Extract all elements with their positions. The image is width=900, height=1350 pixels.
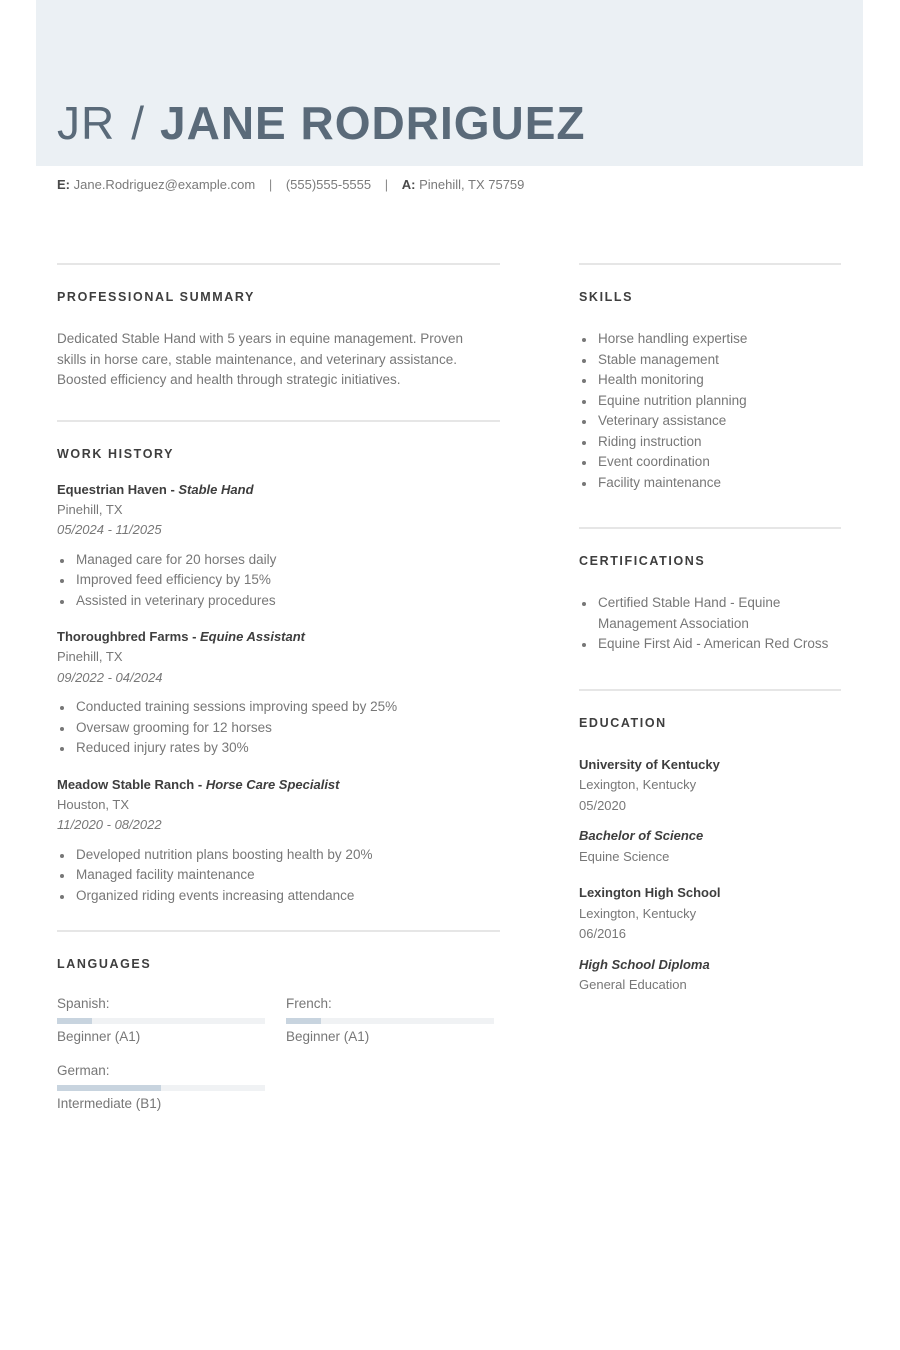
list-item: Equine nutrition planning — [579, 391, 841, 412]
language-name: German: — [57, 1063, 110, 1078]
list-item: Reduced injury rates by 30% — [57, 738, 500, 759]
languages-section — [57, 930, 500, 1114]
school-location: Lexington, Kentucky — [579, 905, 697, 921]
language-name: Spanish: — [57, 996, 110, 1011]
graduation-date: 06/2016 — [579, 926, 626, 941]
job-location: Houston, TX — [57, 796, 130, 812]
title-dash: - — [188, 629, 201, 644]
language-proficiency-bar — [57, 1085, 265, 1091]
language-name: French: — [286, 996, 332, 1011]
language-proficiency-bar — [57, 1018, 265, 1024]
job-entry — [57, 480, 500, 612]
section-title: PROFESSIONAL SUMMARY — [57, 290, 255, 304]
left-column — [57, 263, 500, 1114]
degree-field: Equine Science — [579, 848, 670, 864]
section-title: LANGUAGES — [57, 957, 152, 971]
degree-entry — [579, 826, 841, 867]
certifications-section — [579, 527, 841, 689]
skills-section — [579, 263, 841, 527]
language-grid — [57, 994, 500, 1114]
section-title: CERTIFICATIONS — [579, 554, 706, 568]
list-item: Certified Stable Hand - Equine Management Association — [579, 593, 841, 634]
job-entry — [57, 775, 500, 907]
degree-entry — [579, 955, 841, 996]
school-name: Lexington High School — [579, 885, 721, 900]
job-bullets — [57, 697, 500, 759]
job-entry — [57, 627, 500, 759]
job-title — [57, 627, 500, 647]
list-item: Event coordination — [579, 452, 841, 473]
list-item: Stable management — [579, 350, 841, 371]
list-item: Health monitoring — [579, 370, 841, 391]
full-name: JANE RODRIGUEZ — [160, 97, 586, 149]
contact-line — [57, 176, 524, 194]
graduation-date: 05/2020 — [579, 797, 626, 813]
job-dates: 11/2020 - 08/2022 — [57, 817, 162, 832]
language-bar-fill — [57, 1018, 92, 1024]
name-slash: / — [131, 97, 145, 149]
summary-line: Boosted efficiency and health through strategic initiatives. — [57, 372, 401, 387]
title-dash: - — [194, 776, 206, 792]
certifications-list — [579, 593, 841, 655]
list-item: Oversaw grooming for 12 horses — [57, 718, 500, 739]
summary-line: skills in horse care, stable maintenance, and veterinary assistance. — [57, 351, 457, 367]
name-initials: JR — [57, 97, 116, 149]
list-item: Horse handling expertise — [579, 329, 841, 350]
skills-list — [579, 329, 841, 493]
job-bullets — [57, 550, 500, 612]
degree-name: Bachelor of Science — [579, 828, 704, 843]
section-title: SKILLS — [579, 290, 634, 304]
work-history-section — [57, 420, 500, 931]
email-value: Jane.Rodriguez@example.com — [73, 177, 256, 192]
list-item: Assisted in veterinary procedures — [57, 591, 500, 612]
education-entry — [579, 883, 841, 945]
language-bar-fill — [286, 1018, 321, 1024]
list-item: Equine First Aid - American Red Cross — [579, 634, 841, 655]
degree-name: High School Diploma — [579, 956, 710, 972]
contact-separator: | — [268, 177, 273, 192]
section-title: EDUCATION — [579, 715, 667, 730]
summary-line: Dedicated Stable Hand with 5 years in equine management. Proven — [57, 331, 463, 346]
company-name: Thoroughbred Farms — [57, 629, 189, 644]
list-item: Conducted training sessions improving speed by 25% — [57, 697, 500, 718]
list-item: Veterinary assistance — [579, 411, 841, 432]
language-item — [57, 1061, 265, 1114]
resume-name — [57, 95, 586, 151]
job-location: Pinehill, TX — [57, 649, 123, 664]
job-dates: 09/2022 - 04/2024 — [57, 669, 163, 685]
language-proficiency-bar — [286, 1018, 494, 1024]
education-section — [579, 689, 841, 996]
title-dash: - — [166, 481, 179, 497]
list-item: Improved feed efficiency by 15% — [57, 570, 500, 591]
school-location: Lexington, Kentucky — [579, 777, 697, 792]
language-level: Beginner (A1) — [286, 1029, 370, 1044]
job-role: Stable Hand — [178, 481, 254, 497]
job-dates: 05/2024 - 11/2025 — [57, 522, 162, 537]
language-bar-fill — [57, 1085, 161, 1091]
summary-section — [57, 263, 500, 420]
list-item: Managed facility maintenance — [57, 865, 500, 886]
job-title — [57, 775, 500, 795]
language-level: Beginner (A1) — [57, 1029, 141, 1044]
section-title: WORK HISTORY — [57, 446, 175, 461]
phone-value: (555)555-5555 — [285, 177, 372, 192]
degree-field: General Education — [579, 977, 687, 992]
address-value: Pinehill, TX 75759 — [419, 177, 525, 192]
company-name: Meadow Stable Ranch — [57, 776, 195, 792]
job-title — [57, 480, 500, 500]
list-item: Organized riding events increasing attendance — [57, 886, 500, 907]
job-location: Pinehill, TX — [57, 501, 123, 517]
email-label: E: — [57, 177, 70, 192]
job-role: Equine Assistant — [200, 629, 305, 644]
company-name: Equestrian Haven — [57, 481, 167, 497]
language-item — [57, 994, 265, 1047]
education-entry — [579, 755, 841, 817]
address-label: A: — [401, 177, 416, 192]
language-level: Intermediate (B1) — [57, 1096, 162, 1111]
list-item: Developed nutrition plans boosting health by 20% — [57, 845, 500, 866]
summary-text — [57, 329, 500, 391]
contact-separator: | — [384, 177, 389, 192]
list-item: Riding instruction — [579, 432, 841, 453]
job-role: Horse Care Specialist — [205, 776, 340, 792]
job-bullets — [57, 845, 500, 907]
right-column — [579, 263, 841, 1006]
school-name: University of Kentucky — [579, 756, 720, 772]
list-item: Facility maintenance — [579, 473, 841, 494]
list-item: Managed care for 20 horses daily — [57, 550, 500, 571]
language-item — [286, 994, 494, 1047]
